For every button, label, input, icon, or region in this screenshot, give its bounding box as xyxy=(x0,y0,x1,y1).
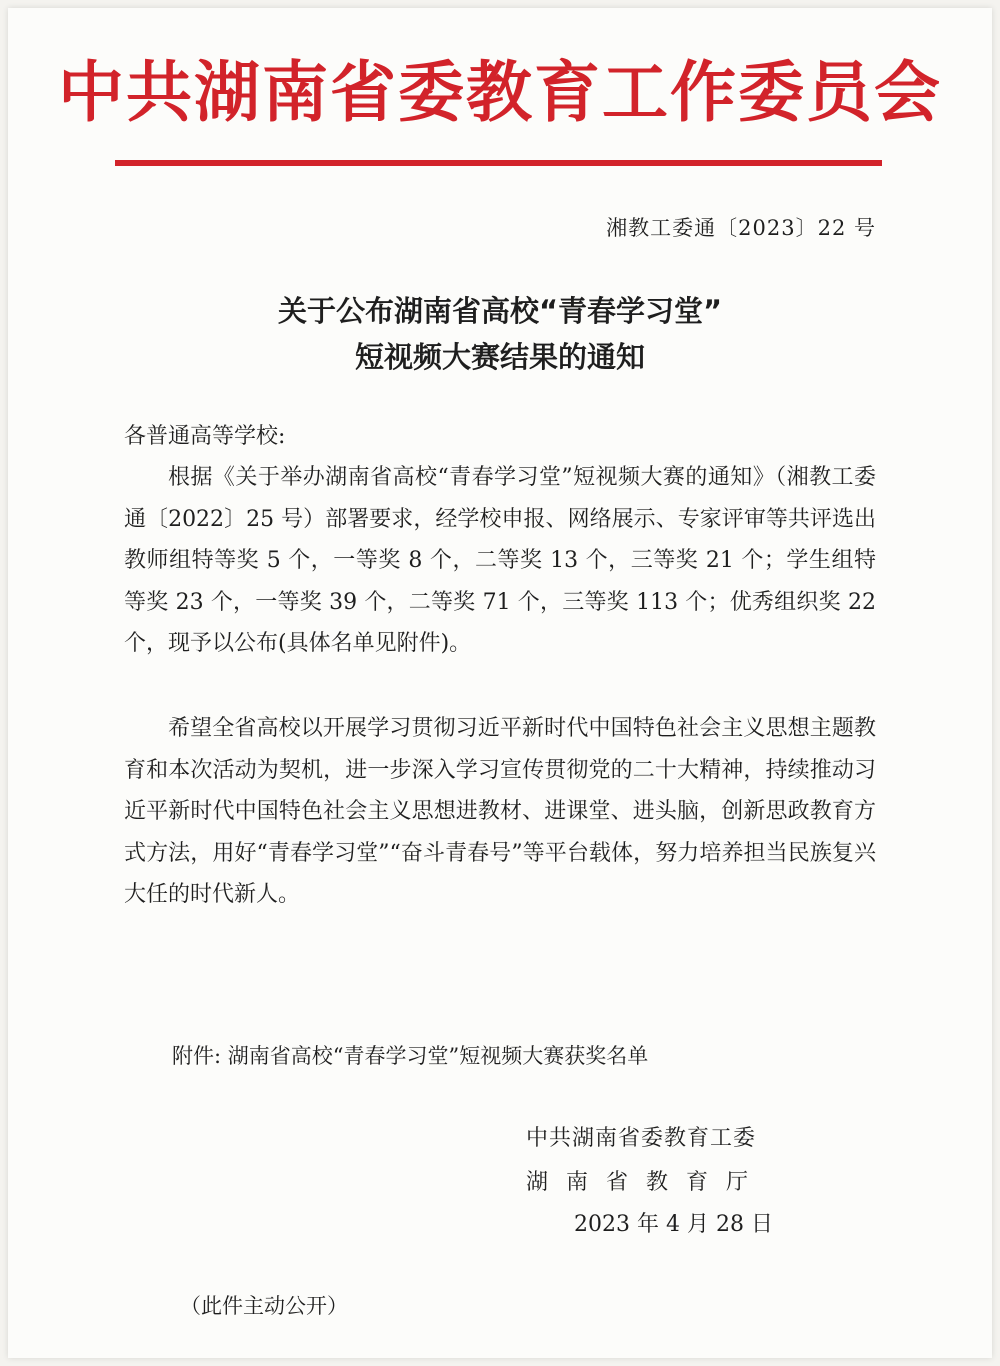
notice-title xyxy=(0,288,1000,380)
signature-org-2: 湖南省教育厅 xyxy=(526,1170,767,1195)
title-line-2: 短视频大赛结果的通知 xyxy=(354,340,645,374)
issuer-header: 中共湖南省委教育工作委员会 xyxy=(58,54,942,131)
red-divider-line xyxy=(115,160,882,166)
attachment-note: 附件: 湖南省高校“青春学习堂”短视频大赛获奖名单 xyxy=(172,1044,649,1068)
title-line-1: 关于公布湖南省高校“青春学习堂” xyxy=(277,294,723,328)
signature-org-1: 中共湖南省委教育工委 xyxy=(526,1126,757,1151)
document-number: 湘教工委通〔2023〕22 号 xyxy=(606,216,876,240)
salutation: 各普通高等学校: xyxy=(124,424,286,449)
signature-date: 2023 年 4 月 28 日 xyxy=(574,1212,773,1237)
body-paragraph-2: 希望全省高校以开展学习贯彻习近平新时代中国特色社会主义思想主题教育和本次活动为契机，进一步深入学习宣传贯彻党的二十大精神，持续推动习近平新时代中国特色社会主义思想进教材、进课堂、进头脑，创新思政教育方式方法，用好“青春学习堂”“奋斗青春号”等平台载体，努力培养担当民族复兴大任的时代新人。 xyxy=(124,716,876,907)
public-disclosure-note: （此件主动公开） xyxy=(180,1294,348,1318)
body-paragraph-1: 根据《关于举办湖南省高校“青春学习堂”短视频大赛的通知》（湘教工委通〔2022〕25 号）部署要求，经学校申报、网络展示、专家评审等共评选出教师组特等奖 5 个，一等奖 8 个，二等奖 13 个，三等奖 21 个；学生组特等奖 23 个，一等奖 39 个，二等奖 71 个，三等奖 113 个；优秀组织奖 22 个，现予以公布(具体名单见附件)。 xyxy=(124,465,876,656)
document-page xyxy=(8,8,992,1358)
